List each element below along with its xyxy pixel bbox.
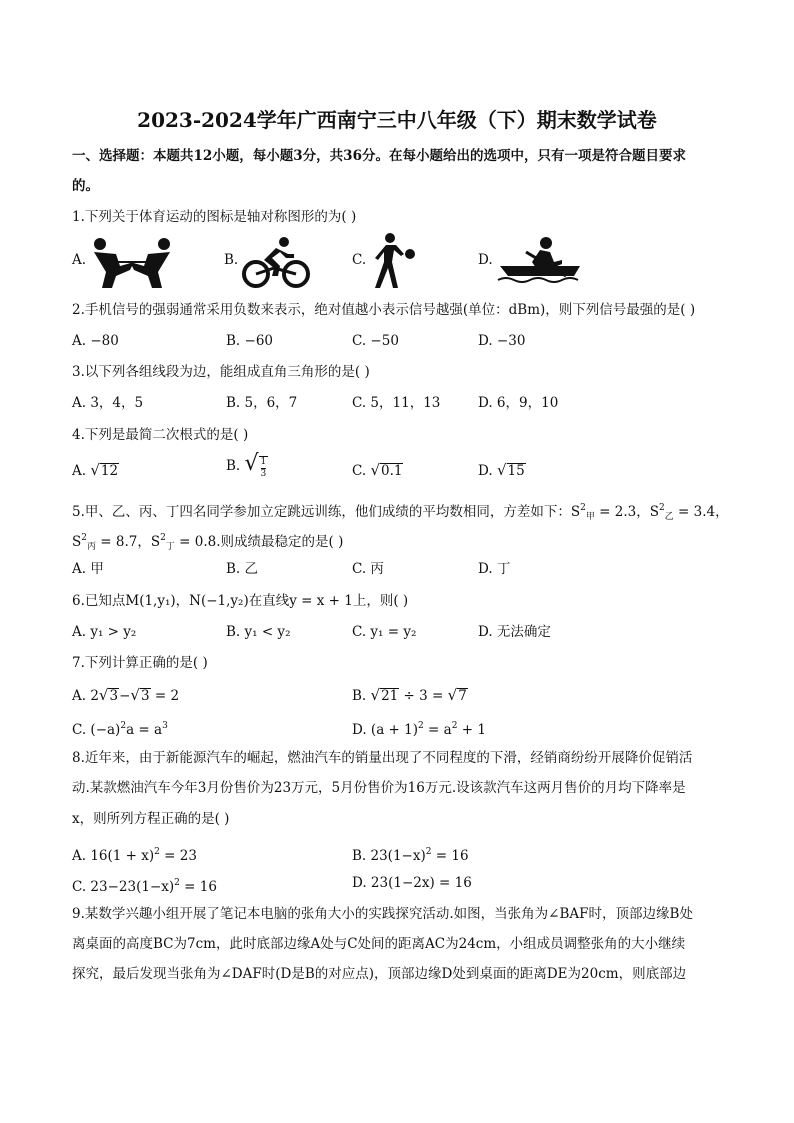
q8-option-c[interactable] bbox=[72, 873, 217, 897]
q8-option-a[interactable] bbox=[72, 842, 197, 866]
q5-option-b[interactable]: B. 乙 bbox=[226, 561, 259, 577]
option-text: C. 23−23(1−x) bbox=[72, 879, 175, 895]
q6-option-a[interactable]: A. y₁ > y₂ bbox=[72, 624, 137, 640]
sqrt-sign: √ bbox=[496, 461, 507, 479]
stem-text: = 0.8.则成绩最稳定的是( ) bbox=[174, 534, 344, 550]
radicand: 3 bbox=[109, 688, 119, 704]
q4-option-c[interactable] bbox=[352, 460, 403, 481]
question-6-stem: 6.已知点M(1,y₁)，N(−1,y₂)在直线y = x + 1上，则( ) bbox=[72, 593, 409, 609]
q7-option-d[interactable] bbox=[352, 716, 486, 740]
section-heading-cont: 的。 bbox=[72, 178, 99, 194]
option-text: A. 16(1 + x) bbox=[72, 848, 155, 864]
option-text: D. (a + 1) bbox=[352, 722, 418, 738]
stem-text: S bbox=[72, 534, 82, 550]
option-label: B. bbox=[226, 458, 241, 474]
radicand: 15 bbox=[507, 463, 525, 479]
q3-option-a[interactable]: A. 3，4，5 bbox=[72, 395, 144, 411]
q8-option-d[interactable]: D. 23(1−2x) = 16 bbox=[352, 875, 472, 891]
option-text: = a bbox=[423, 722, 452, 738]
radicand: 0.1 bbox=[381, 463, 403, 479]
q5-option-c[interactable]: C. 丙 bbox=[352, 561, 384, 577]
stem-text: = 2.3，S bbox=[594, 504, 660, 520]
q2-option-d[interactable]: D. −30 bbox=[478, 333, 526, 349]
stem-text: = 3.4， bbox=[673, 504, 729, 520]
option-label: D. bbox=[478, 463, 493, 479]
q2-option-a[interactable]: A. −80 bbox=[72, 333, 119, 349]
option-label: C. bbox=[352, 252, 367, 268]
option-text: = 2 bbox=[150, 688, 180, 704]
option-text: = 16 bbox=[431, 848, 469, 864]
question-9-stem-cont2: 探究，最后发现当张角为∠DAF时(D是B的对应点)，顶部边缘D处到桌面的距离DE为20cm，则底部边 bbox=[72, 966, 687, 982]
question-4-stem: 4.下列是最简二次根式的是( ) bbox=[72, 427, 249, 443]
option-text: − bbox=[119, 688, 131, 704]
sqrt-sign: √ bbox=[447, 686, 458, 704]
q8-option-b[interactable] bbox=[352, 842, 469, 866]
q7-option-c[interactable] bbox=[72, 716, 168, 740]
tug-of-war-icon bbox=[90, 236, 174, 292]
q3-option-d[interactable]: D. 6，9，10 bbox=[478, 395, 559, 411]
stem-text: = 8.7，S bbox=[96, 534, 161, 550]
q5-option-d[interactable]: D. 丁 bbox=[478, 561, 511, 577]
option-text: a = a bbox=[126, 722, 163, 738]
sqrt-sign: √ bbox=[98, 686, 109, 704]
rowing-icon bbox=[496, 236, 584, 286]
question-5-stem: 5.甲、乙、丙、丁四名同学参加立定跳远训练，他们成绩的平均数相同，方差如下：$S^2_甲 = 2.3$，$S^2_乙 = 3.4$， bbox=[72, 503, 729, 522]
q2-option-c[interactable]: C. −50 bbox=[352, 333, 399, 349]
exponent: 2 bbox=[418, 721, 424, 731]
fraction bbox=[259, 456, 269, 480]
option-label: A. bbox=[72, 463, 87, 479]
exponent: 2 bbox=[425, 847, 432, 857]
option-label: A. bbox=[72, 252, 87, 268]
option-label: B. bbox=[224, 252, 239, 268]
subscript: 甲 bbox=[585, 512, 595, 522]
radicand: 3 bbox=[140, 688, 150, 704]
q7-option-b[interactable] bbox=[352, 685, 468, 706]
q6-option-c[interactable]: C. y₁ = y₂ bbox=[352, 624, 417, 640]
question-8-stem: 8.近年来，由于新能源汽车的崛起，燃油汽车的销量出现了不同程度的下滑，经销商纷纷开展降价促销活 bbox=[72, 750, 693, 766]
exponent: 2 bbox=[174, 878, 180, 888]
q6-option-d[interactable]: D. 无法确定 bbox=[478, 624, 551, 640]
question-2-stem: 2.手机信号的强弱通常采用负数来表示，绝对值越小表示信号越强(单位：dBm)，则下列信号最强的是( ) bbox=[72, 302, 696, 318]
option-text: = 23 bbox=[159, 848, 197, 864]
stem-text: 5.甲、乙、丙、丁四名同学参加立定跳远训练，他们成绩的平均数相同，方差如下：S bbox=[72, 504, 581, 520]
question-1-stem: 1.下列关于体育运动的图标是轴对称图形的为( ) bbox=[72, 209, 357, 225]
q4-option-b[interactable] bbox=[226, 451, 268, 480]
numerator: 1 bbox=[260, 457, 267, 467]
subscript: 乙 bbox=[664, 512, 674, 522]
radicand: 7 bbox=[458, 688, 467, 704]
option-text: B. bbox=[352, 688, 371, 704]
question-9-stem: 9.某数学兴趣小组开展了笔记本电脑的张角大小的实践探究活动.如图，当张角为∠BAF时，顶部边缘B处 bbox=[72, 906, 693, 922]
q3-option-c[interactable]: C. 5，11，13 bbox=[352, 395, 441, 411]
exponent: 2 bbox=[451, 721, 458, 731]
option-text: C. (−a) bbox=[72, 722, 121, 738]
question-3-stem: 3.以下列各组线段为边，能组成直角三角形的是( ) bbox=[72, 364, 370, 380]
question-8-stem-cont: 动.某款燃油汽车今年3月份售价为23万元，5月份售价为16万元.设该款汽车这两月售价的月均下降率是 bbox=[72, 780, 686, 796]
question-8-stem-cont2: x，则所列方程正确的是( ) bbox=[72, 811, 230, 827]
question-9-stem-cont: 离桌面的高度BC为7cm，此时底部边缘A处与C处间的距离AC为24cm，小组成员调整张角的大小继续 bbox=[72, 936, 686, 952]
radicand: 12 bbox=[100, 463, 119, 479]
radicand: 21 bbox=[381, 688, 399, 704]
section-heading: 一、选择题：本题共12小题，每小题3分，共36分。在每小题给出的选项中，只有一项是符合题目要求 bbox=[72, 148, 686, 164]
sqrt-sign: √ bbox=[130, 686, 140, 704]
q4-option-a[interactable] bbox=[72, 460, 119, 481]
q5-option-a[interactable]: A. 甲 bbox=[72, 561, 104, 577]
page-title: 2023-2024学年广西南宁三中八年级（下）期末数学试卷 bbox=[137, 108, 657, 132]
option-label: C. bbox=[352, 463, 367, 479]
subscript: 丙 bbox=[86, 542, 96, 552]
volleyball-icon bbox=[368, 232, 418, 292]
exponent: 2 bbox=[154, 847, 160, 857]
option-text: = 16 bbox=[179, 879, 217, 895]
sqrt-sign: √ bbox=[90, 461, 100, 479]
option-text: B. 23(1−x) bbox=[352, 848, 426, 864]
denominator: 3 bbox=[260, 469, 267, 479]
q2-option-b[interactable]: B. −60 bbox=[226, 333, 273, 349]
subscript: 丁 bbox=[165, 542, 175, 552]
exponent: 3 bbox=[162, 721, 168, 731]
option-text: A. 2 bbox=[72, 688, 99, 704]
option-label: D. bbox=[478, 252, 493, 268]
q3-option-b[interactable]: B. 5，6，7 bbox=[226, 395, 298, 411]
sqrt-sign: √ bbox=[370, 461, 380, 479]
exponent: 2 bbox=[120, 721, 127, 731]
sqrt-sign: √ bbox=[370, 686, 381, 704]
option-text: ÷ 3 = bbox=[399, 688, 448, 704]
cycling-icon bbox=[240, 236, 312, 292]
question-5-stem-cont: $S^2_丙 = 8.7$，$S^2_丁 = 0.8$.则成绩最稳定的是( ) bbox=[72, 533, 344, 552]
q6-option-b[interactable]: B. y₁ < y₂ bbox=[226, 624, 291, 640]
option-text: + 1 bbox=[457, 722, 486, 738]
sqrt-sign: √ bbox=[244, 451, 259, 476]
q4-option-d[interactable] bbox=[478, 460, 526, 481]
q7-option-a[interactable] bbox=[72, 685, 179, 706]
question-7-stem: 7.下列计算正确的是( ) bbox=[72, 655, 208, 671]
